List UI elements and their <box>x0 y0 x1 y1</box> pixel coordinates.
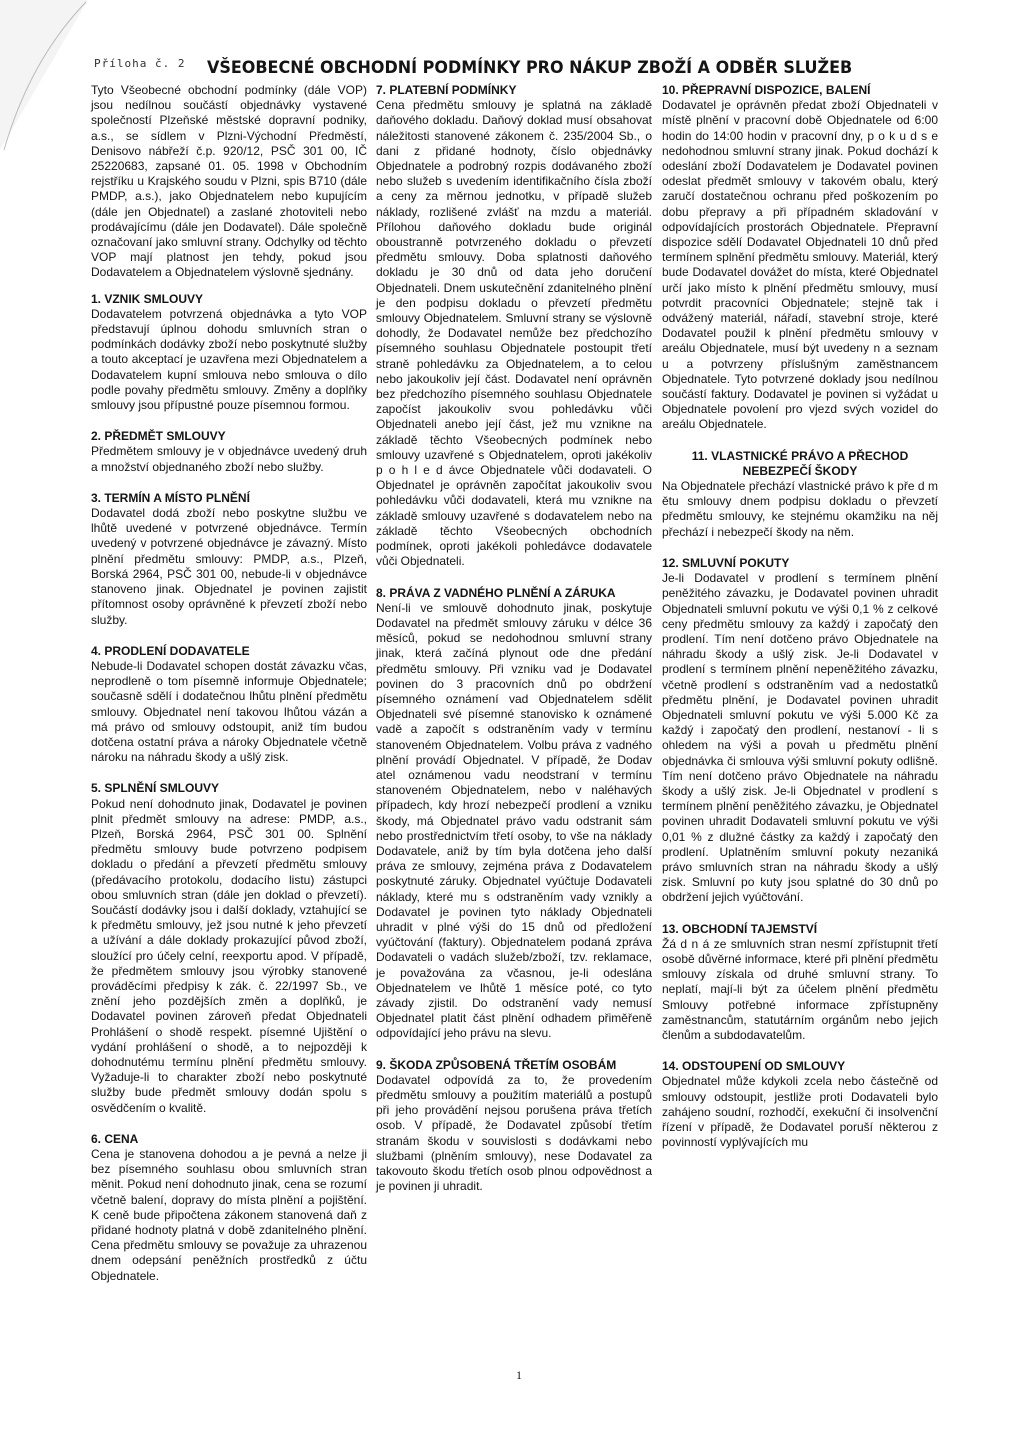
section-text: Je-li Dodavatel v prodlení s termínem plnění peněžitého závazku, je Dodavatel povinen uhradit Objednateli smluvní pokutu ve výši 0,1 % z celkové ceny předmětu smlouvy za každý i započatý den prodlení. Tím není dotčeno právo Objednatele na náhradu škody a ušlý zisk. Je-li Dodavatel v prodlení s termínem plnění nepeněžitého závazku, včetně prodlení s odstraněním vad a nedostatků předmětu plnění, je Dodavatel povinen uhradit Objednateli smluvní pokutu ve výši 5.000 Kč za každý i započatý den prodlení, nestanoví - li s ohledem na výši a povah u předmětu plnění objednávka či smlouva výši smluvní pokuty odlišně. Tím není dotčeno právo Objednatele na náhradu škody a ušlý zisk. Je-li Objednatel v prodlení s termínem plnění peněžitého závazku, je Objednatel povinen uhradit Dodavateli smluvní pokutu ve výši 0,01 % z dlužné částky za každý i započatý den prodlení. Uplatněním smluvní pokuty nezaniká právo smluvních stran na náhradu škody a ušlý zisk. Smluvní po kuty jsou splatné do 30 dnů po obdržení jejich vyúčtování. <box>662 571 938 905</box>
section-heading: 4. PRODLENÍ DODAVATELE <box>91 643 250 658</box>
scan-corner-mark <box>0 0 90 160</box>
section-14 <box>662 1059 938 1150</box>
section-text: Žá d n á ze smluvních stran nesmí zpřístupnit třetí osobě důvěrné informace, které při plnění předmětu smlouvy získala od druhé smluvní strany. To neplatí, mají-li být za účelem plnění předmětu Smlouvy potřebné informace zpřístupněny zaměstnancům, statutárním orgánům nebo jejich členům a subdodavatelům. <box>662 936 938 1042</box>
section-heading: 8. PRÁVA Z VADNÉHO PLNĚNÍ A ZÁRUKA <box>376 585 616 600</box>
section-12 <box>662 556 938 906</box>
section-heading: 5. SPLNĚNÍ SMLOUVY <box>91 781 220 796</box>
section-text: Pokud není dohodnuto jinak, Dodavatel je povinen plnit předmět smlouvy na adrese: PMDP, a.s., Plzeň, Borská 2964, PSČ 301 00. Splnění předmětu smlouvy bude potvrzeno podpisem dokladu o předání a převzetí předmětu smlouvy (předávacího protokolu, dodacího listu) zástupci obou smluvních stran (dále jen doklad o převzetí). Součástí dodávky jsou i další doklady, vztahující se k předmětu smlouvy, jež jsou nutné k jeho převzetí a užívání a dále doklady prokazující původ zboží, sloužící pro účely celní, reexportu apod. V případě, že předmětem smlouvy jsou výrobky stanovené prováděcími předpisy k zák. č. 22/1997 Sb., ve znění jeho pozdějších změn a doplňků, je Dodavatel povinen zároveň předat Objednateli Prohlášení o shodě respekt. písemné Ujištění o vydání prohlášení o shodě, a to nejpozději k dohodnutému termínu plnění předmětu smlouvy. Vyžaduje-li to charakter zboží nebo poskytnuté služby bude předmět smlouvy dodán spolu s osvědčením o kvalitě. <box>91 796 367 1115</box>
section-heading: 3. TERMÍN A MÍSTO PLNĚNÍ <box>91 490 250 505</box>
section-text: Dodavatel dodá zboží nebo poskytne službu ve lhůtě uvedené v potvrzené objednávce. Termín uvedený v potvrzené objednávce je závazný. Místo plnění předmětu smlouvy: PMDP, a.s., Plzeň, Borská 2964, PSČ 301 00, nebude-li v objednávce stanoveno jinak. Objednatel je povinen zajistit přítomnost osoby oprávněné k převzetí zboží nebo služby. <box>91 506 367 627</box>
section-heading: 6. CENA <box>91 1131 139 1146</box>
attachment-label: Příloha č. 2 <box>94 57 186 70</box>
section-heading: 1. VZNIK SMLOUVY <box>91 291 204 306</box>
section-9 <box>376 1058 652 1195</box>
document-title: VŠEOBECNÉ OBCHODNÍ PODMÍNKY PRO NÁKUP ZBOŽÍ A ODBĚR SLUŽEB <box>207 58 853 78</box>
section-heading: 2. PŘEDMĚT SMLOUVY <box>91 429 226 444</box>
column-3 <box>662 83 938 1166</box>
section-heading: 12. SMLUVNÍ POKUTY <box>662 555 790 570</box>
section-heading: 9. ŠKODA ZPŮSOBENÁ TŘETÍM OSOBÁM <box>376 1057 617 1072</box>
section-text: Dodavatel odpovídá za to, že provedením předmětu smlouvy a použitím materiálů a postupů při jeho provádění nejsou porušena práva třetích osob. V případě, že Dodavatel způsobí třetím stranám škodu v souvislosti s dodávkami nebo službami (plněním smlouvy), nese Dodavatel za takovouto škodu třetích osob plnou odpovědnost a je povinen ji uhradit. <box>376 1072 652 1194</box>
section-7 <box>376 83 652 570</box>
section-1 <box>91 292 367 414</box>
section-heading: 10. PŘEPRAVNÍ DISPOZICE, BALENÍ <box>662 83 871 97</box>
section-text: Dodavatelem potvrzená objednávka a tyto VOP představují úplnou dohodu smluvních stran o podmínkách dodávky zboží nebo poskytnuté služby a touto akceptací je uzavřena mezi Objednatelem a Dodavatelem kupní smlouva nebo smlouva o dílo podle povahy předmětu smlouvy. Změny a doplňky smlouvy jsou přípustné pouze písemnou formou. <box>91 306 367 413</box>
section-11 <box>662 449 938 540</box>
section-text: Cena je stanovena dohodou a je pevná a nelze ji bez písemného souhlasu obou smluvních stran měnit. Pokud není dohodnuto jinak, cena se rozumí včetně balení, dopravy do místa plnění a pojištění. K ceně bude připočtena zákonem stanovená daň z přidané hodnoty platná v době zdanitelného plnění. Cena předmětu smlouvy se považuje za uhrazenou dnem odepsání peněžních prostředků z účtu Objednatele. <box>91 1147 367 1283</box>
section-text: Nebude-li Dodavatel schopen dostát závazku včas, neprodleně o tom písemně informuje Objednatele; současně sdělí i dodatečnou lhůtu plnění předmětu smlouvy. Objednatel není takovou lhůtou vázán a má právo od smlouvy odstoupit, aniž tím budou dotčena ostatní práva a nároky Objednatele včetně nároku na náhradu škody a ušlý zisk. <box>91 658 367 765</box>
section-text: Objednatel může kdykoli zcela nebo částečně od smlouvy odstoupit, jestliže proti Dodavateli bylo zahájeno soudní, rozhodčí, exekuční či insolvenční řízení v případě, že Dodavatel poruší některou z povinností vyplývajících mu <box>662 1074 938 1150</box>
section-6 <box>91 1132 367 1284</box>
section-text: Cena předmětu smlouvy je splatná na základě daňového dokladu. Daňový doklad musí obsahovat náležitosti stanovené zákonem č. 235/2004 Sb., o dani z přidané hodnoty, číslo objednávky Objednatele a podrobný rozpis dodávaného zboží nebo služeb s uvedením identifikačního čísla zboží a ceny za měrnou jednotku, v případě služeb náklady, rozlišené zvlášť na mzdu a materiál. Přílohou daňového dokladu bude originál oboustranně potvrzeného dokladu o převzetí předmětu smlouvy. Doba splatnosti daňového dokladu je 30 dnů od data jeho doručení Objednateli. Dnem uskutečnění zdanitelného plnění je den podpisu dokladu o převzetí předmětu smlouvy Objednatelem. Smluvní strany se výslovně dohodly, že Dodavatel nemůže bez předchozího písemného souhlasu Objednatele postoupit třetí straně pohledávku za Objednatelem, a to celou nebo jakoukoliv její část. Dodavatel není oprávněn bez předchozího písemného souhlasu Objednatele započíst jakoukoliv svou pohledávku vůči Objednateli anebo její část, jež mu vznikne na základě těchto Všeobecných podmínek nebo smlouvy uzavřené s Objednatelem, oproti jakékoliv p o h l e d ávce Objednatele vůči dodavateli. O Objednatel je oprávněn započítat jakoukoliv svou pohledávku vůči dodavateli, která mu vznikne na základě smlouvy uzavřené s dodavatelem nebo na základě těchto Všeobecných obchodních podmínek, oproti jakékoli pohledávce dodavatele vůči Objednateli. <box>376 98 652 569</box>
section-text: Dodavatel je oprávněn předat zboží Objednateli v místě plnění v pracovní době Objednatele od 6:00 hodin do 14:00 hodin v pracovní dny, p o k u d s e nedohodnou smluvní strany jinak. Pokud dochází k odeslání zboží Dodavatelem je Dodavatel povinen odeslat předmět smlouvy v takovém obalu, který zaručí dostatečnou ochranu před poškozením po dobu přepravy a při případném skladování v odpovídajících prostorách Objednatele. Přepravní dispozice sdělí Dodavatel Objednateli 10 dnů před termínem splnění předmětu smlouvy. Materiál, který bude Dodavatel dovážet do místa, které Objednatel určí jako místo k plnění předmětu smlouvy, musí potvrdit pracovníci Objednatele; stejně tak i odvážený materiál, nářadí, stavební stroje, které Dodavatel použil k plnění předmětu smlouvy v areálu Objednatele, musí být uvedeny n a seznam u a potvrzeny příslušným zaměstnancem Objednatele. Tyto potvrzené doklady jsou nedílnou součástí faktury. Dodavatel je povinen si vyžádat u Objednatele povolení pro vjezd svých vozidel do areálu Objednatele. <box>662 98 938 432</box>
section-heading: 13. OBCHODNÍ TAJEMSTVÍ <box>662 921 818 936</box>
section-5 <box>91 781 367 1115</box>
section-2 <box>91 429 367 475</box>
page-number: 1 <box>516 1368 522 1382</box>
column-1 <box>91 83 367 1300</box>
section-text: Na Objednatele přechází vlastnické právo k pře d m ětu smlouvy dnem podpisu dokladu o převzetí předmětu smlouvy, ke stejnému okamžiku na něj přechází i nebezpečí škody na něm. <box>662 479 938 539</box>
section-4 <box>91 644 367 766</box>
section-3 <box>91 491 367 628</box>
section-13 <box>662 922 938 1044</box>
column-2 <box>376 83 652 1210</box>
section-heading: 14. ODSTOUPENÍ OD SMLOUVY <box>662 1059 846 1074</box>
section-10 <box>662 83 938 433</box>
section-text: Předmětem smlouvy je v objednávce uvedený druh a množství objednaného zboží nebo služby. <box>91 444 367 474</box>
section-heading: 11. VLASTNICKÉ PRÁVO A PŘECHOD NEBEZPEČÍ ŠKODY <box>691 448 909 478</box>
section-8 <box>376 586 652 1042</box>
section-heading: 7. PLATEBNÍ PODMÍNKY <box>376 83 517 97</box>
intro-paragraph: Tyto Všeobecné obchodní podmínky (dále VOP) jsou nedílnou součástí objednávky vystavené společností Plzeňské městské dopravní podniky, a.s., se sídlem v Plzni-Východní Předměstí, Denisovo nábřeží č.p. 920/12, PSČ 301 00, IČ 25220683, zapsané 01. 05. 1998 v Obchodním rejstříku u Krajského soudu v Plzni, spis B710 (dále PMDP, a.s.), jako Objednatelem nebo kupujícím (dále jen Objednatel) a zaslané zhotoviteli nebo prodávajícímu (dále jen Dodavatel). Dále společně označovaní jako smluvní strany. Odchylky od těchto VOP mají platnost jen tehdy, pokud jsou Dodavatelem a Objednatelem výslovně sjednány. <box>91 83 367 280</box>
section-text: Není-li ve smlouvě dohodnuto jinak, poskytuje Dodavatel na předmět smlouvy záruku v délce 36 měsíců, pokud se nedohodnou smluvní strany jinak, která začíná plynout ode dne předání předmětu smlouvy. Při vzniku vad je Dodavatel povinen do 3 pracovních dnů po obdržení písemného oznámení vad Objednatelem sdělit Objednateli své písemné stanovisko k oznámené vadě a započít s odstraněním vady v termínu stanoveném Objednatelem. Volbu práva z vadného plnění provádí Objednatel. V případě, že Dodav atel oznámenou vadu neodstraní v termínu stanoveném Objednatelem, nebo v naléhavých případech, kdy hrozí nebezpečí prodlení a vzniku škody, má Objednatel právo vadu odstranit sám nebo prostřednictvím třetí osoby, to vše na náklady Dodavatele, aniž by tím byla dotčena jeho další práva ze smlouvy, zejména práva z Dodavatelem poskytnuté záruky. Objednatel vyúčtuje Dodavateli náklady, které mu s odstraněním vady vznikly a Dodavatel je povinen tyto náklady Objednateli uhradit v plné výši do 15 dnů od předložení vyúčtování (faktury). Objednatelem podaná zpráva Dodavateli o vadách služeb/zboží, tzv. reklamace, je považována za včasnou, je-li odeslána Objednatelem ve lhůtě 1 měsíce poté, co tyto závady zjistil. Do odstranění vady nemusí Objednatel platit část plnění odhadem přiměřeně odpovídající jeho právu na slevu. <box>376 600 652 1041</box>
